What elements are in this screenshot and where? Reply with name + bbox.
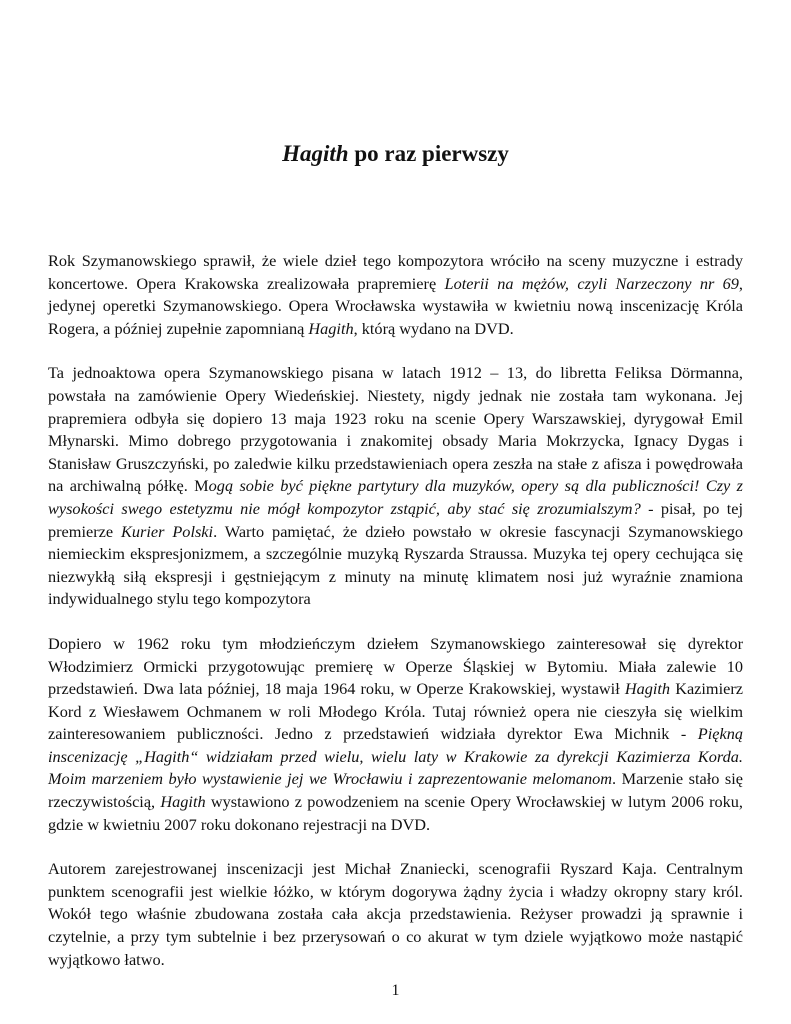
italic-run: Hagith [624,679,671,699]
italic-run: Hagith [160,792,206,812]
text-run: Rok Szymanowskiego sprawił, że wiele dzieł tego kompozytora wróciło na sceny muzyczne i estrady koncertowe. Opera Krakowska zrealizowała prapremierę [48,251,743,293]
text-run: Ta jednoaktowa opera Szymanowskiego pisana w latach 1912 – 13, do libretta Feliksa Dörmanna, powstała na zamówienie Opery Wiedeńskiej. Niestety, nigdy jednak nie została tam wykonana. Jej prapremiera odbyła się dopiero 13 maja 1923 roku na scenie Opery Warszawskiej, dyrygował Emil Młynarski. Mimo dobrego przygotowania i znakomitej obsady Maria Mokrzycka, Ignacy Dygas i Stanisław Gruszczyński, po zaledwie kilku przedstawieniach opera zeszła na stałe z afisza i powędrowała na archiwalną półkę. M [48,363,743,496]
text-run: Dopiero w 1962 roku tym młodzieńczym dziełem Szymanowskiego zainteresował się dyrektor Włodzimierz Ormicki przygotowując premierę w Operze Śląskiej w Bytomiu. Miała zalewie 10 przedstawień. Dwa lata później, 18 maja 1964 roku, w Operze Krakowskiej, wystawił [48,633,743,699]
document-title [0,140,791,168]
title-italic: Hagith [282,141,349,166]
document-body [48,250,743,993]
title-rest: po raz pierwszy [348,141,509,166]
italic-run: Piękną inscenizację „Hagith“ widziałam przed wielu, wielu laty w Krakowie za dyrekcji Kazimierza Korda. Moim marzeniem było wystawienie jej we Wrocławiu i zaprezentowanie melomanom [48,724,743,789]
paragraph-3 [48,633,743,836]
paragraph-1 [48,250,743,340]
italic-run: Kurier Polski [121,521,214,541]
text-run: - pisał, po tej premierze [48,498,744,541]
paragraph-4 [48,858,743,971]
paragraph-2 [48,362,743,611]
text-run: Kazimierz Kord z Wiesławem Ochmanem w roli Młodego Króla. Tutaj również opera nie cieszyła się wielkim zainteresowaniem publiczności. Jedno z przedstawień widziała dyrektor Ewa Michnik - [48,679,743,744]
page-number: 1 [391,982,400,999]
italic-run: Hagith [308,318,354,338]
text-run: . Marzenie stało się rzeczywistością, [48,769,743,812]
italic-run: ogą sobie być piękne partytury dla muzyków, opery są dla publiczności! Czy z wysokości swego estetyzmu nie mógł kompozytor zstąpić, aby stać się zrozumialszym? [48,476,743,518]
text-run: , którą wydano na DVD. [353,318,514,338]
text-run: wystawiono z powodzeniem na scenie Opery Wrocławskiej w lutym 2006 roku, gdzie w kwietniu 2007 roku dokonano rejestracji na DVD. [48,792,744,834]
text-run: , jedynej operetki Szymanowskiego. Opera Wrocławska wystawiła w kwietniu nową inscenizację Króla Rogera, a później zupełnie zapomnianą [48,273,743,338]
text-run: . Warto pamiętać, że dzieło powstało w okresie fascynacji Szymanowskiego niemieckim ekspresjonizmem, a szczególnie muzyką Ryszarda Straussa. Muzyka tej opery cechująca się niezwykłą siłą ekspresji i gęstniejącym z minuty na minutę klimatem nosi już wyraźnie znamiona indywidualnego stylu tego kompozytora [48,521,744,609]
text-run: Autorem zarejestrowanej inscenizacji jest Michał Znaniecki, scenografii Ryszard Kaja. Centralnym punktem scenografii jest wielkie łóżko, w którym dogorywa żądny życia i władzy okropny stary król. Wokół tego właśnie zbudowana została cała akcja przedstawienia. Reżyser prowadzi ją sprawnie i czytelnie, a przy tym subtelnie i bez przerysowań o co akurat w tym dziele wyjątkowo może nastąpić wyjątkowo łatwo. [48,859,743,969]
italic-run: Loterii na mężów, czyli Narzeczony nr 69 [444,273,739,293]
